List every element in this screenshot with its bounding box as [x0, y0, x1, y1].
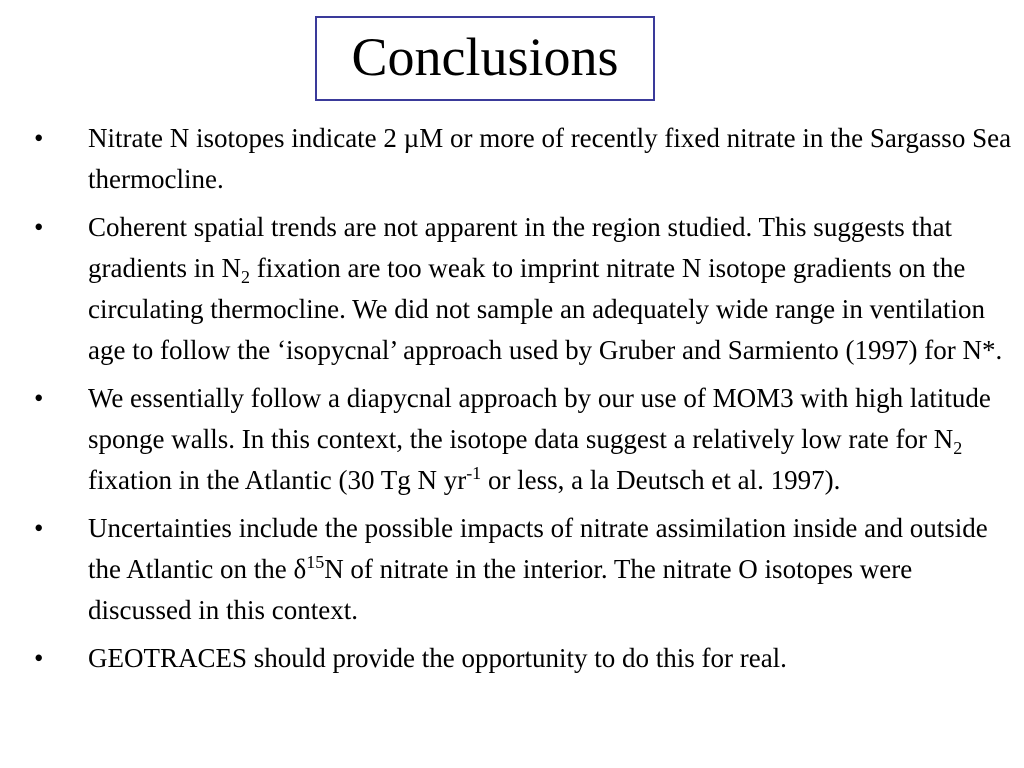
bullet-text-cont: fixation are too weak to imprint nitrate N isotope gradients on the circulating thermocline. We did not sample an adequately wide range in ventilation age to follow the ‘isopycnal’ approach used by Gruber and Sarmiento (1997) for N*.: [88, 253, 1003, 365]
subscript: 2: [953, 438, 963, 458]
bullet-list: [0, 118, 1024, 686]
bullet-glyph: •: [34, 383, 44, 413]
bullet-text: Uncertainties include the possible impacts of nitrate assimilation inside and outside the Atlantic on the δ: [88, 513, 988, 584]
superscript: -1: [466, 463, 482, 483]
bullet-text-end: or less, a la Deutsch et al. 1997).: [481, 465, 841, 495]
subscript: 2: [240, 267, 250, 287]
bullet-glyph: •: [34, 212, 44, 242]
bullet-glyph: •: [34, 123, 44, 153]
bullet-text: We essentially follow a diapycnal approach by our use of MOM3 with high latitude sponge walls. In this context, the isotope data suggest a relatively low rate for N: [88, 383, 991, 454]
superscript: 15: [306, 552, 325, 572]
bullet-text: Coherent spatial trends are not apparent in the region studied. This suggests that gradients in N: [88, 212, 953, 283]
bullet-text: Nitrate N isotopes indicate 2 µM or more of recently fixed nitrate in the Sargasso Sea thermocline.: [88, 123, 1012, 194]
bullet-glyph: •: [34, 643, 44, 673]
bullet-text: GEOTRACES should provide the opportunity to do this for real.: [88, 643, 787, 673]
slide-title: Conclusions: [351, 26, 619, 87]
bullet-item-diapycnal-approach: [0, 378, 1024, 501]
bullet-text-cont: fixation in the Atlantic (30 Tg N yr: [88, 465, 467, 495]
bullet-item-spatial-trends: [0, 207, 1024, 371]
bullet-text-cont: N of nitrate in the interior. The nitrate O isotopes were discussed in this context.: [88, 554, 913, 625]
bullet-item-uncertainties: [0, 508, 1024, 631]
title-box: [315, 16, 655, 101]
bullet-glyph: •: [34, 513, 44, 543]
bullet-item-nitrate-isotopes: [0, 118, 1024, 200]
bullet-item-geotraces: [0, 638, 1024, 679]
